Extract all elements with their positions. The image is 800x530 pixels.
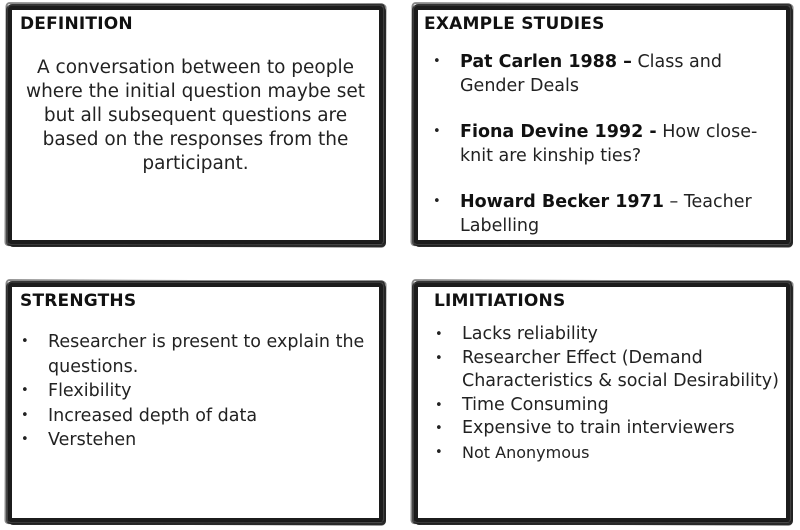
definition-card (8, 6, 383, 244)
bullet-icon: • (433, 54, 441, 69)
study-author: Fiona Devine 1992 - (460, 122, 657, 142)
bullet-icon: • (435, 397, 443, 413)
list-item (18, 428, 371, 453)
bullet-icon: • (435, 444, 443, 460)
bullet-icon: • (21, 383, 29, 398)
limitation-text: Not Anonymous (462, 442, 590, 462)
strength-text: Verstehen (48, 430, 137, 450)
bullet-icon: • (21, 432, 29, 447)
study-detail: Class and Gender Deals (460, 52, 722, 96)
list-item (432, 347, 780, 394)
example-studies-card (414, 6, 790, 244)
study-author: Pat Carlen 1988 – (460, 52, 632, 72)
bullet-icon: • (433, 194, 441, 209)
limitation-text: Expensive to train interviewers (462, 418, 735, 438)
bullet-icon: • (435, 421, 443, 436)
strengths-heading: STRENGTHS (20, 291, 137, 311)
strength-text: Researcher is present to explain the questions. (48, 332, 365, 377)
bullet-icon: • (435, 327, 443, 342)
limitations-list (432, 323, 780, 464)
list-item (430, 190, 778, 238)
list-item (432, 441, 780, 465)
list-item (18, 404, 371, 429)
study-detail: – Teacher Labelling (460, 192, 752, 236)
list-item (18, 379, 371, 404)
limitations-heading: LIMITIATIONS (434, 291, 566, 311)
bullet-icon: • (21, 334, 29, 349)
bullet-icon: • (433, 124, 441, 139)
study-detail: How close-knit are kinship ties? (460, 122, 758, 166)
list-item (432, 417, 780, 441)
example-studies-list (430, 50, 778, 238)
strengths-list (18, 330, 371, 453)
definition-heading: DEFINITION (20, 14, 133, 34)
list-item (430, 50, 778, 98)
definition-text: A conversation between to people where the initial question maybe set but all subsequent questions are based on the responses from the participant. (25, 57, 366, 174)
list-item (432, 323, 780, 347)
strengths-card (8, 283, 383, 522)
list-item (18, 330, 371, 379)
list-item (430, 120, 778, 168)
bullet-icon: • (435, 350, 443, 366)
limitation-text: Researcher Effect (Demand Characteristics & social Desirability) (462, 347, 779, 391)
limitations-card (414, 283, 790, 522)
strength-text: Flexibility (48, 381, 132, 401)
study-author: Howard Becker 1971 (460, 192, 664, 212)
limitation-text: Time Consuming (462, 394, 609, 415)
list-item (432, 394, 780, 418)
limitation-text: Lacks reliability (462, 324, 598, 344)
example-studies-heading: EXAMPLE STUDIES (424, 14, 605, 34)
bullet-icon: • (21, 407, 29, 423)
strength-text: Increased depth of data (48, 405, 258, 426)
